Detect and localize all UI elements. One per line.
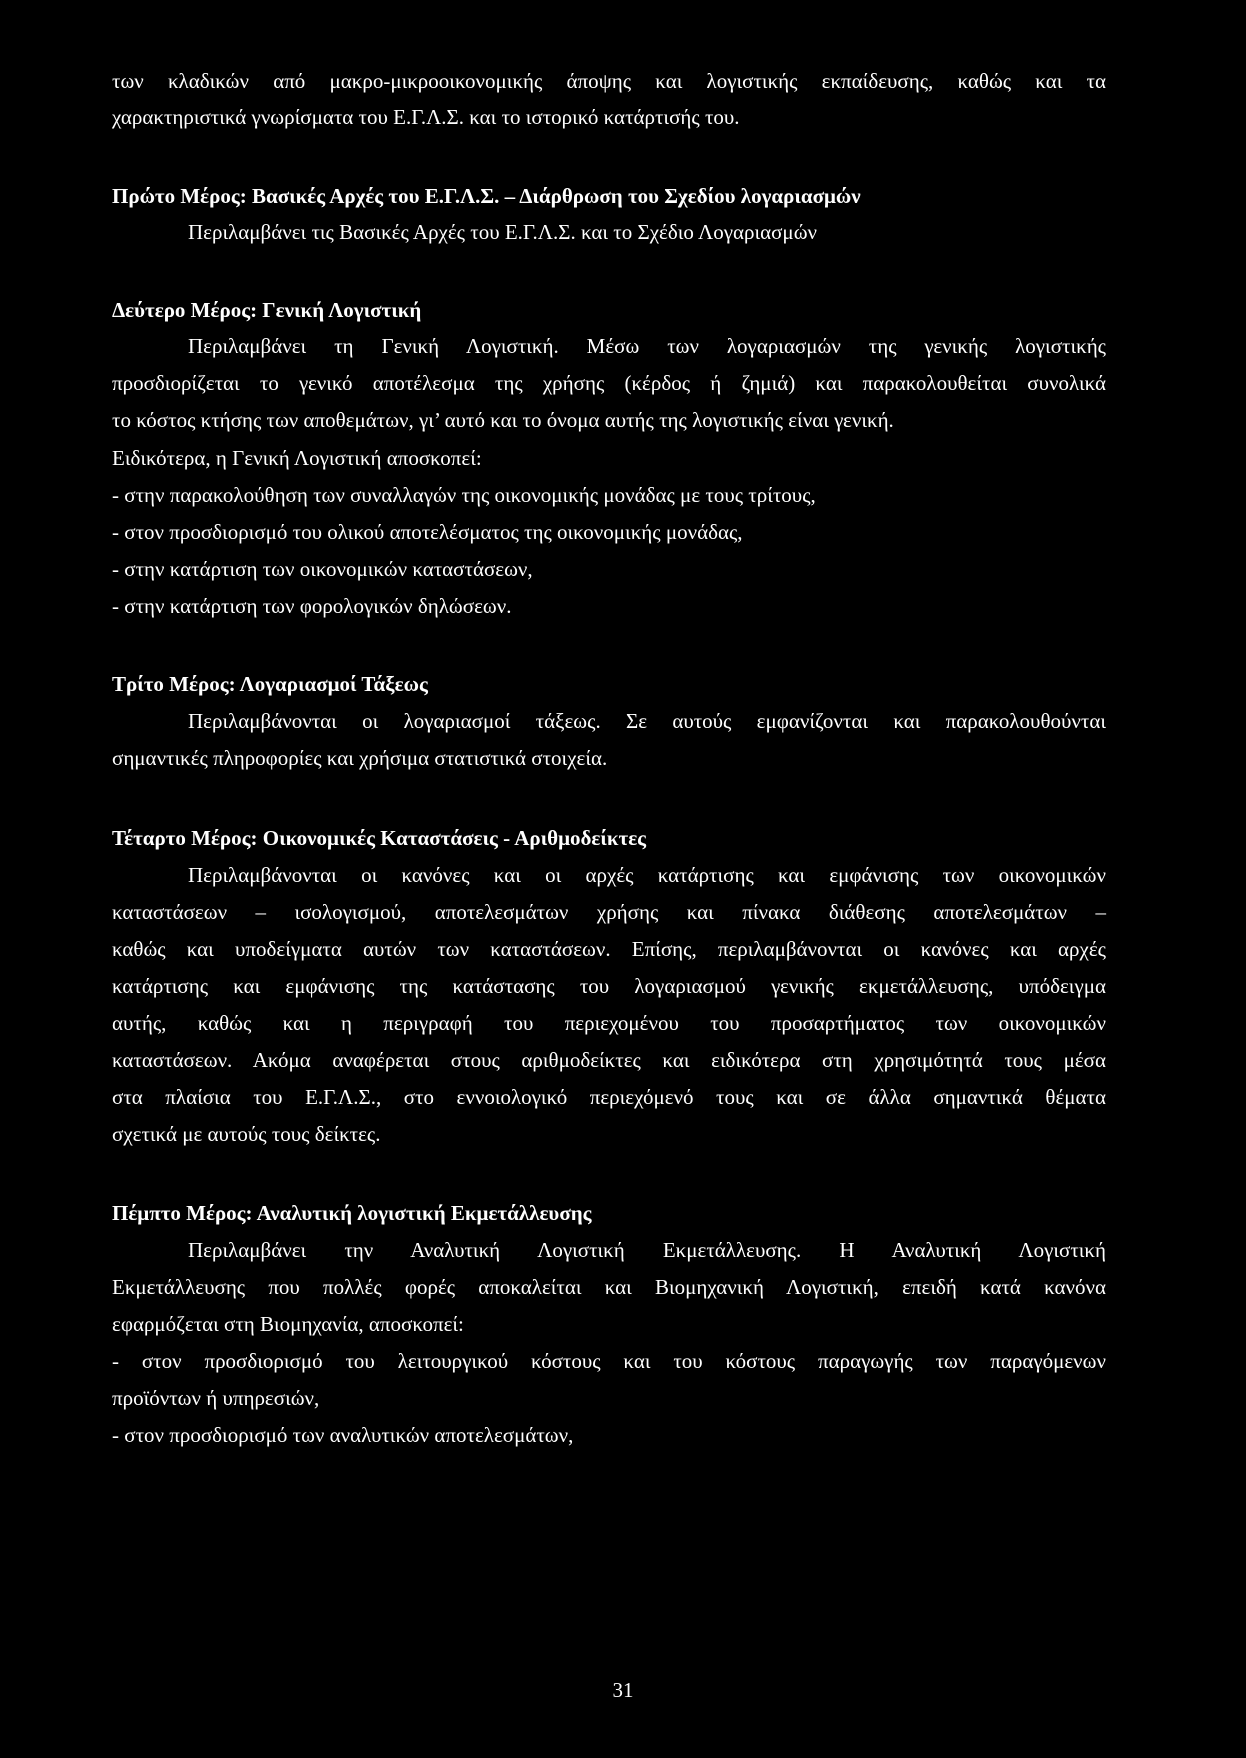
section-heading: Πέμπτο Μέρος: Αναλυτική λογιστική Εκμετάλλευσης [112, 1201, 592, 1225]
paragraph-line: εφαρμόζεται στη Βιομηχανία, αποσκοπεί: [112, 1312, 464, 1336]
paragraph-line: καταστάσεων. Ακόμα αναφέρεται στους αριθμοδείκτες και ειδικότερα στη χρησιμότητά τους μέσα [112, 1048, 1106, 1072]
paragraph-line: Περιλαμβάνει τη Γενική Λογιστική. Μέσω των λογαριασμών της γενικής λογιστικής [188, 334, 1106, 358]
paragraph-line: Περιλαμβάνονται οι λογαριασμοί τάξεως. Σε αυτούς εμφανίζονται και παρακολουθούνται [188, 709, 1106, 733]
paragraph-line: Περιλαμβάνει την Αναλυτική Λογιστική Εκμετάλλευσης. Η Αναλυτική Λογιστική [188, 1238, 1106, 1262]
paragraph-line: χαρακτηριστικά γνωρίσματα του Ε.Γ.Λ.Σ. και το ιστορικό κατάρτισής του. [112, 105, 740, 129]
paragraph-line: κατάρτισης και εμφάνισης της κατάστασης του λογαριασμού γενικής εκμετάλλευσης, υπόδειγμα [112, 974, 1106, 998]
paragraph-line: σημαντικές πληροφορίες και χρήσιμα στατιστικά στοιχεία. [112, 746, 608, 770]
paragraph-line: προϊόντων ή υπηρεσιών, [112, 1386, 320, 1410]
list-item: - στον προσδιορισμό του ολικού αποτελέσματος της οικονομικής μονάδας, [112, 520, 743, 544]
list-item: - στον προσδιορισμό του λειτουργικού κόστους και του κόστους παραγωγής των παραγόμενων [112, 1349, 1106, 1373]
paragraph-line: σχετικά με αυτούς τους δείκτες. [112, 1122, 381, 1146]
section-heading: Δεύτερο Μέρος: Γενική Λογιστική [112, 298, 422, 322]
paragraph-line: Περιλαμβάνονται οι κανόνες και οι αρχές κατάρτισης και εμφάνισης των οικονομικών [188, 863, 1106, 887]
section-heading: Πρώτο Μέρος: Βασικές Αρχές του Ε.Γ.Λ.Σ. – Διάρθρωση του Σχεδίου λογαριασμών [112, 184, 861, 208]
paragraph-line: Εκμετάλλευσης που πολλές φορές αποκαλείται και Βιομηχανική Λογιστική, επειδή κατά κανόνα [112, 1275, 1106, 1299]
paragraph-line: αυτής, καθώς και η περιγραφή του περιεχομένου του προσαρτήματος των οικονομικών [112, 1011, 1106, 1035]
page-number: 31 [612, 1678, 634, 1702]
section-heading: Τέταρτο Μέρος: Οικονομικές Καταστάσεις - Αριθμοδείκτες [112, 826, 647, 850]
paragraph-line: Περιλαμβάνει τις Βασικές Αρχές του Ε.Γ.Λ.Σ. και το Σχέδιο Λογαριασμών [188, 220, 818, 244]
list-item: - στον προσδιορισμό των αναλυτικών αποτελεσμάτων, [112, 1423, 574, 1447]
paragraph-line: των κλαδικών από μακρο-μικροοικονομικής άποψης και λογιστικής εκπαίδευσης, καθώς και τα [112, 69, 1106, 93]
paragraph-line: το κόστος κτήσης των αποθεμάτων, γι’ αυτό και το όνομα αυτής της λογιστικής είναι γενική. [112, 408, 894, 432]
section-heading: Τρίτο Μέρος: Λογαριασμοί Τάξεως [112, 672, 428, 696]
list-item: - στην κατάρτιση των οικονομικών καταστάσεων, [112, 557, 533, 581]
list-item: - στην παρακολούθηση των συναλλαγών της οικονομικής μονάδας με τους τρίτους, [112, 483, 816, 507]
paragraph-line: προσδιορίζεται το γενικό αποτέλεσμα της χρήσης (κέρδος ή ζημιά) και παρακολουθείται συνολικά [112, 371, 1106, 395]
paragraph-line: στα πλαίσια του Ε.Γ.Λ.Σ., στο εννοιολογικό περιεχόμενό τους και σε άλλα σημαντικά θέματα [112, 1085, 1106, 1109]
paragraph-line: Ειδικότερα, η Γενική Λογιστική αποσκοπεί: [112, 446, 482, 470]
paragraph-line: καταστάσεων – ισολογισμού, αποτελεσμάτων χρήσης και πίνακα διάθεσης αποτελεσμάτων – [112, 900, 1106, 924]
paragraph-line: καθώς και υποδείγματα αυτών των καταστάσεων. Επίσης, περιλαμβάνονται οι κανόνες και αρχές [112, 937, 1106, 961]
list-item: - στην κατάρτιση των φορολογικών δηλώσεων. [112, 594, 512, 618]
